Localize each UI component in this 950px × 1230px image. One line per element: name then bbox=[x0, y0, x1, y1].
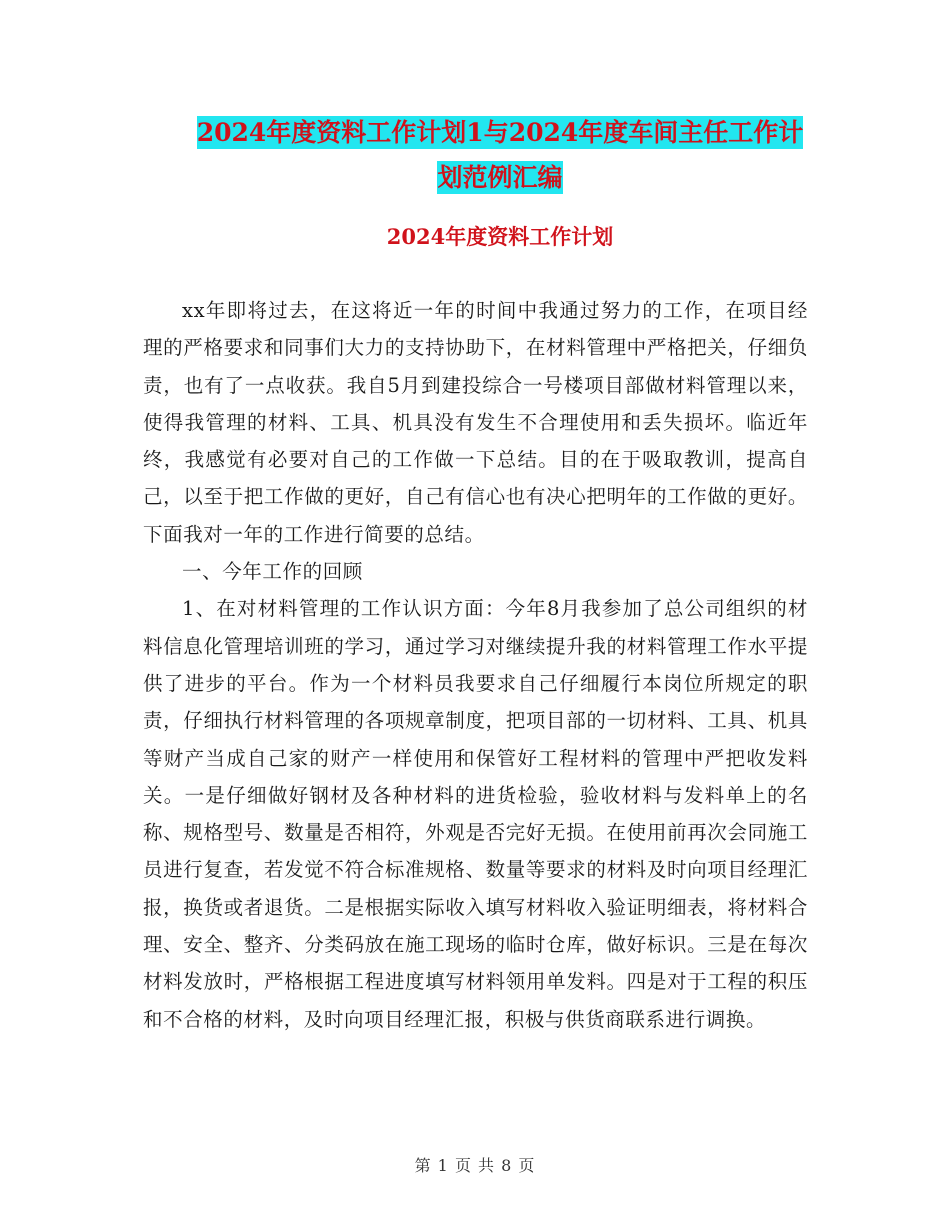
title-line-2: 划范例汇编 bbox=[437, 163, 563, 192]
section-title: 2024年度资料工作计划 bbox=[386, 224, 614, 249]
paragraph-intro: xx年即将过去，在这将近一年的时间中我通过努力的工作，在项目经理的严格要求和同事们大力的支持协助下，在材料管理中严格把关，仔细负责，也有了一点收获。我自5月到建投综合一号楼项目部做材料管理以来，使得我管理的材料、工具、机具没有发生不合理使用和丢失损坏。临近年终，我感觉有必要对自己的工作做一下总结。目的在于吸取教训，提高自己，以至于把工作做的更好，自己有信心也有决心把明年的工作做的更好。下面我对一年的工作进行简要的总结。 bbox=[143, 299, 808, 546]
title-line-1: 2024年度资料工作计划1与2024年度车间主任工作计 bbox=[196, 118, 804, 147]
page-footer: 第 1 页 共 8 页 bbox=[414, 1156, 536, 1175]
document-body bbox=[143, 292, 808, 1038]
paragraph-material-management: 1、在对材料管理的工作认识方面：今年8月我参加了总公司组织的材料信息化管理培训班的学习，通过学习对继续提升我的材料管理工作水平提供了进步的平台。作为一个材料员我要求自己仔细履行本岗位所规定的职责，仔细执行材料管理的各项规章制度，把项目部的一切材料、工具、机具等财产当成自己家的财产一样使用和保管好工程材料的管理中严把收发料关。一是仔细做好钢材及各种材料的进货检验，验收材料与发料单上的名称、规格型号、数量是否相符，外观是否完好无损。在使用前再次会同施工员进行复查，若发觉不符合标准规格、数量等要求的材料及时向项目经理汇报，换货或者退货。二是根据实际收入填写材料收入验证明细表，将材料合理、安全、整齐、分类码放在施工现场的临时仓库，做好标识。三是在每次材料发放时，严格根据工程进度填写材料领用单发料。四是对于工程的积压和不合格的材料，及时向项目经理汇报，积极与供货商联系进行调换。 bbox=[143, 597, 808, 1031]
paragraph-heading-review: 一、今年工作的回顾 bbox=[182, 560, 363, 584]
document-title bbox=[130, 110, 870, 200]
